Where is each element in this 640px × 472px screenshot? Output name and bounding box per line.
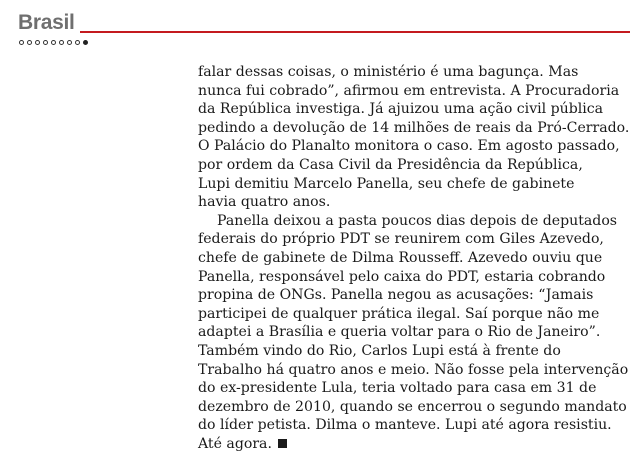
article-line: propina de ONGs. Panella negou as acusações: “Jamais (198, 287, 594, 304)
section-title: Brasil (18, 11, 75, 34)
article-line: dezembro de 2010, quando se encerrou o segundo mandato (198, 398, 627, 415)
page-dot (35, 40, 40, 45)
article-line: Também vindo do Rio, Carlos Lupi está à frente do (198, 342, 561, 359)
article-line: do líder petista. Dilma o manteve. Lupi até agora resistiu. (198, 417, 612, 434)
section-header (18, 12, 630, 52)
article-line: O Palácio do Planalto monitora o caso. Em agosto passado, (198, 138, 620, 155)
article-line: chefe de gabinete de Dilma Rousseff. Azevedo ouviu que (198, 249, 603, 266)
page-dot (27, 40, 32, 45)
page-dot (19, 40, 24, 45)
page-indicator-dots (19, 40, 88, 45)
header-rule (80, 31, 630, 33)
article-line: nunca fui cobrado”, afirmou em entrevista. A Procuradoria (198, 82, 620, 99)
article-last-line (198, 435, 630, 454)
article-line: do ex-presidente Lula, teria voltado para casa em 31 de (198, 380, 597, 397)
article-line: falar dessas coisas, o ministério é uma bagunça. Mas (198, 64, 579, 80)
page-dot (67, 40, 72, 45)
page-dot (51, 40, 56, 45)
article-line: pedindo a devolução de 14 milhões de reais da Pró-Cerrado. (198, 119, 630, 136)
page-dot-current (83, 40, 88, 45)
article-line: por ordem da Casa Civil da Presidência da República, (198, 156, 583, 173)
article-line: adaptei a Brasília e queria voltar para o Rio de Janeiro”. (198, 324, 601, 341)
article-line: participei de qualquer prática ilegal. Saí porque não me (198, 305, 600, 322)
page-dot (43, 40, 48, 45)
article-last-line-text: Até agora. (198, 435, 272, 452)
end-of-article-square-icon (278, 439, 287, 448)
article-line: da República investiga. Já ajuizou uma ação civil pública (198, 101, 604, 118)
article-line: Lupi demitiu Marcelo Panella, seu chefe de gabinete (198, 175, 575, 192)
article-body (198, 63, 630, 453)
article-paragraph-start: Panella deixou a pasta poucos dias depois de deputados (217, 212, 618, 229)
article-line: Panella, responsável pelo caixa do PDT, estaria cobrando (198, 268, 606, 285)
page-dot (75, 40, 80, 45)
article-line: havia quatro anos. (198, 194, 331, 211)
article-line: federais do próprio PDT se reunirem com Giles Azevedo, (198, 231, 604, 248)
page-dot (59, 40, 64, 45)
article-line: Trabalho há quatro anos e meio. Não fosse pela intervenção (198, 361, 629, 378)
